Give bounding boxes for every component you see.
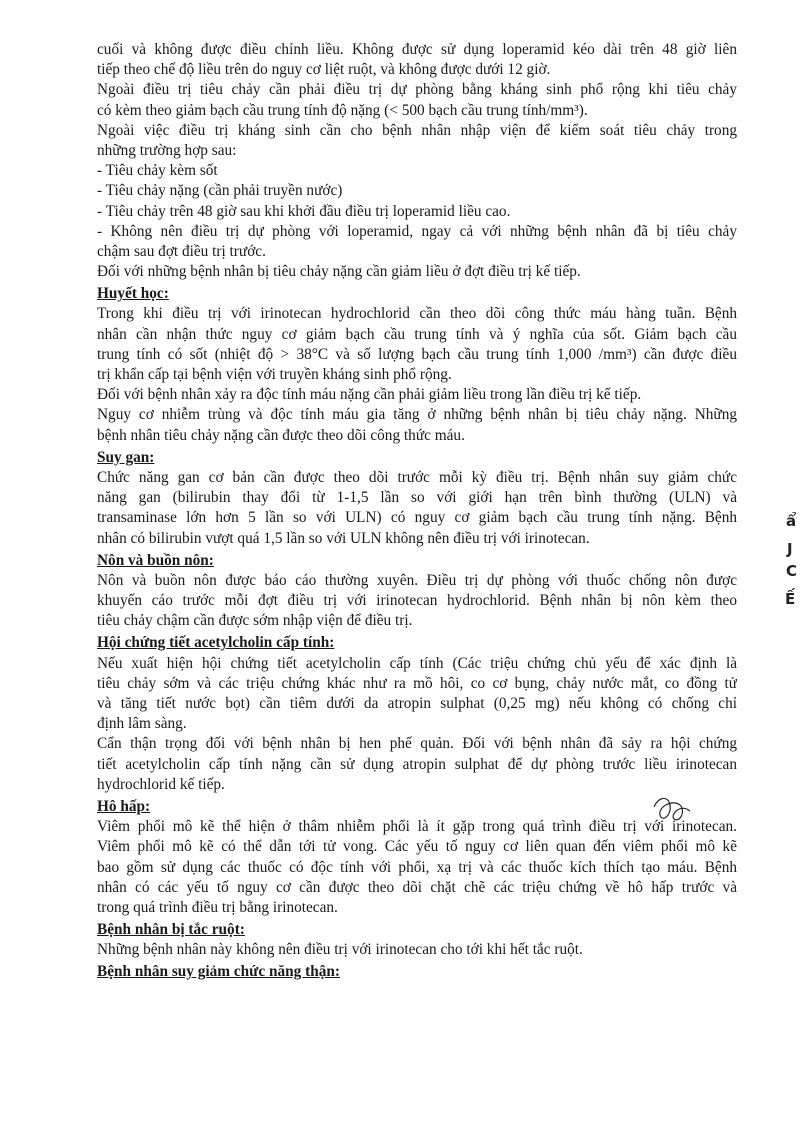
- text-line: tiêu chảy chậm cần được sớm nhập viện để điều trị.: [97, 612, 413, 630]
- handwritten-mark: [650, 793, 694, 829]
- text-line: nhân cần nhận thức nguy cơ giảm bạch cầu trung tính và ý nghĩa của sốt. Giảm bạch cầu: [97, 325, 737, 343]
- text-line: trị khẩn cấp tại bệnh viện với truyền kháng sinh phổ rộng.: [97, 366, 452, 383]
- text-line: Ngoài điều trị tiêu chảy cần phải điều trị dự phòng bằng kháng sinh phổ rộng khi tiêu chảy: [97, 81, 737, 99]
- text-line: Những bệnh nhân này không nên điều trị với irinotecan cho tới khi hết tắc ruột.: [97, 941, 583, 959]
- text-line: Cẩn thận trọng đối với bệnh nhân bị hen phế quản. Đối với bệnh nhân đã sảy ra hội chứng: [97, 735, 737, 753]
- text-line: định lâm sàng.: [97, 715, 187, 733]
- text-line: Viêm phổi mô kẽ có thể dẫn tới tử vong. Các yếu tố nguy cơ liên quan đến viêm phổi mô kẽ: [97, 838, 737, 856]
- text-line: - Không nên điều trị dự phòng với loperamid, ngay cả với những bệnh nhân đã bị tiêu chảy: [97, 222, 737, 240]
- text-line: hydrochlorid kế tiếp.: [97, 775, 225, 793]
- edge-mark: C: [786, 562, 798, 580]
- text-line: tiết acetylcholin cấp tính nặng cần sử dụng atropin sulphat để dự phòng trước liều irinotecan: [97, 755, 737, 773]
- text-line: - Tiêu chảy trên 48 giờ sau khi khởi đầu điều trị loperamid liều cao.: [97, 202, 511, 220]
- text-line: và tăng tiết nước bọt) cần tiêm dưới da atropin sulphat (0,25 mg) nếu không có chống chỉ: [97, 695, 737, 712]
- text-line: Chức năng gan cơ bản cần được theo dõi trước mỗi kỳ điều trị. Bệnh nhân suy giảm chức: [97, 468, 737, 486]
- text-line: Đối với bệnh nhân xảy ra độc tính máu nặng cần phải giảm liều trong lần điều trị kế tiếp.: [97, 386, 642, 404]
- text-line: năng gan (bilirubin thay đổi từ 1-1,5 lần so với giới hạn trên bình thường (ULN) và: [97, 489, 737, 507]
- text-line: Đối với những bệnh nhân bị tiêu chảy nặng cần giảm liều ở đợt điều trị kế tiếp.: [97, 263, 581, 281]
- section-heading: Bệnh nhân bị tắc ruột:: [97, 921, 245, 939]
- text-line: tiêu chảy sớm và các triệu chứng khác như ra mồ hôi, co cơ bụng, chảy nước mắt, co đồng tử: [97, 674, 737, 692]
- text-line: transaminase lớn hơn 5 lần so với ULN) có nguy cơ giảm bạch cầu trung tính nặng. Bệnh: [97, 509, 737, 527]
- text-line: bao gồm sử dụng các thuốc có độc tính với phổi, xạ trị và các thuốc kích thích tạo máu. Bệnh: [97, 858, 737, 876]
- text-line: trung tính có sốt (nhiệt độ > 38°C và số lượng bạch cầu trung tính 1,000 /mm³) cần được điều: [97, 345, 737, 363]
- edge-mark: ẩ: [786, 512, 797, 530]
- text-line: Nếu xuất hiện hội chứng tiết acetylcholin cấp tính (Các triệu chứng chủ yếu để xác định là: [97, 654, 737, 672]
- text-line: trong quá trình điều trị bằng irinotecan.: [97, 898, 338, 916]
- text-line: Trong khi điều trị với irinotecan hydrochlorid cần theo dõi công thức máu hàng tuần. Bệnh: [97, 305, 737, 323]
- text-line: Viêm phổi mô kẽ thể hiện ở thâm nhiễm phổi là ít gặp trong quá trình điều trị với irinotecan.: [97, 818, 737, 836]
- text-line: Nguy cơ nhiễm trùng và độc tính máu gia tăng ở những bệnh nhân bị tiêu chảy nặng. Những: [97, 406, 737, 424]
- text-line: - Tiêu chảy kèm sốt: [97, 162, 218, 180]
- edge-mark: Ế: [785, 590, 796, 608]
- text-line: nhân có các yếu tố nguy cơ cần được theo dõi chặt chẽ các triệu chứng về hô hấp trước và: [97, 878, 737, 896]
- text-line: bệnh nhân tiêu chảy nặng cần được theo dõi công thức máu.: [97, 426, 465, 444]
- edge-mark: J: [787, 540, 793, 558]
- text-line: Ngoài việc điều trị kháng sinh cần cho bệnh nhân nhập viện để kiểm soát tiêu chảy trong: [97, 121, 737, 139]
- text-line: chậm sau đợt điều trị trước.: [97, 242, 266, 260]
- section-heading: Huyết học:: [97, 285, 169, 303]
- text-line: khuyến cáo trước mỗi đợt điều trị với irinotecan hydrochlorid. Bệnh nhân bị nôn kèm theo: [97, 592, 737, 610]
- section-heading: Bệnh nhân suy giảm chức năng thận:: [97, 963, 340, 981]
- text-line: có kèm theo giảm bạch cầu trung tính độ nặng (< 500 bạch cầu trung tính/mm³).: [97, 101, 588, 119]
- section-heading: Suy gan:: [97, 448, 155, 466]
- text-line: nhân có bilirubin vượt quá 1,5 lần so với ULN không nên điều trị với irinotecan.: [97, 529, 590, 547]
- text-line: tiếp theo chế độ liều trên do nguy cơ liệt ruột, và không được dưới 12 giờ.: [97, 61, 551, 79]
- text-line: cuối và không được điều chỉnh liều. Không được sử dụng loperamid kéo dài trên 48 giờ liên: [97, 41, 737, 58]
- section-heading: Hội chứng tiết acetylcholin cấp tính:: [97, 634, 335, 652]
- section-heading: Nôn và buồn nôn:: [97, 551, 214, 569]
- text-line: - Tiêu chảy nặng (cần phải truyền nước): [97, 182, 343, 200]
- document-body: [97, 40, 737, 983]
- text-line: Nôn và buồn nôn được báo cáo thường xuyên. Điều trị dự phòng với thuốc chống nôn được: [97, 571, 737, 589]
- section-heading: Hô hấp:: [97, 797, 151, 815]
- text-line: những trường hợp sau:: [97, 141, 237, 159]
